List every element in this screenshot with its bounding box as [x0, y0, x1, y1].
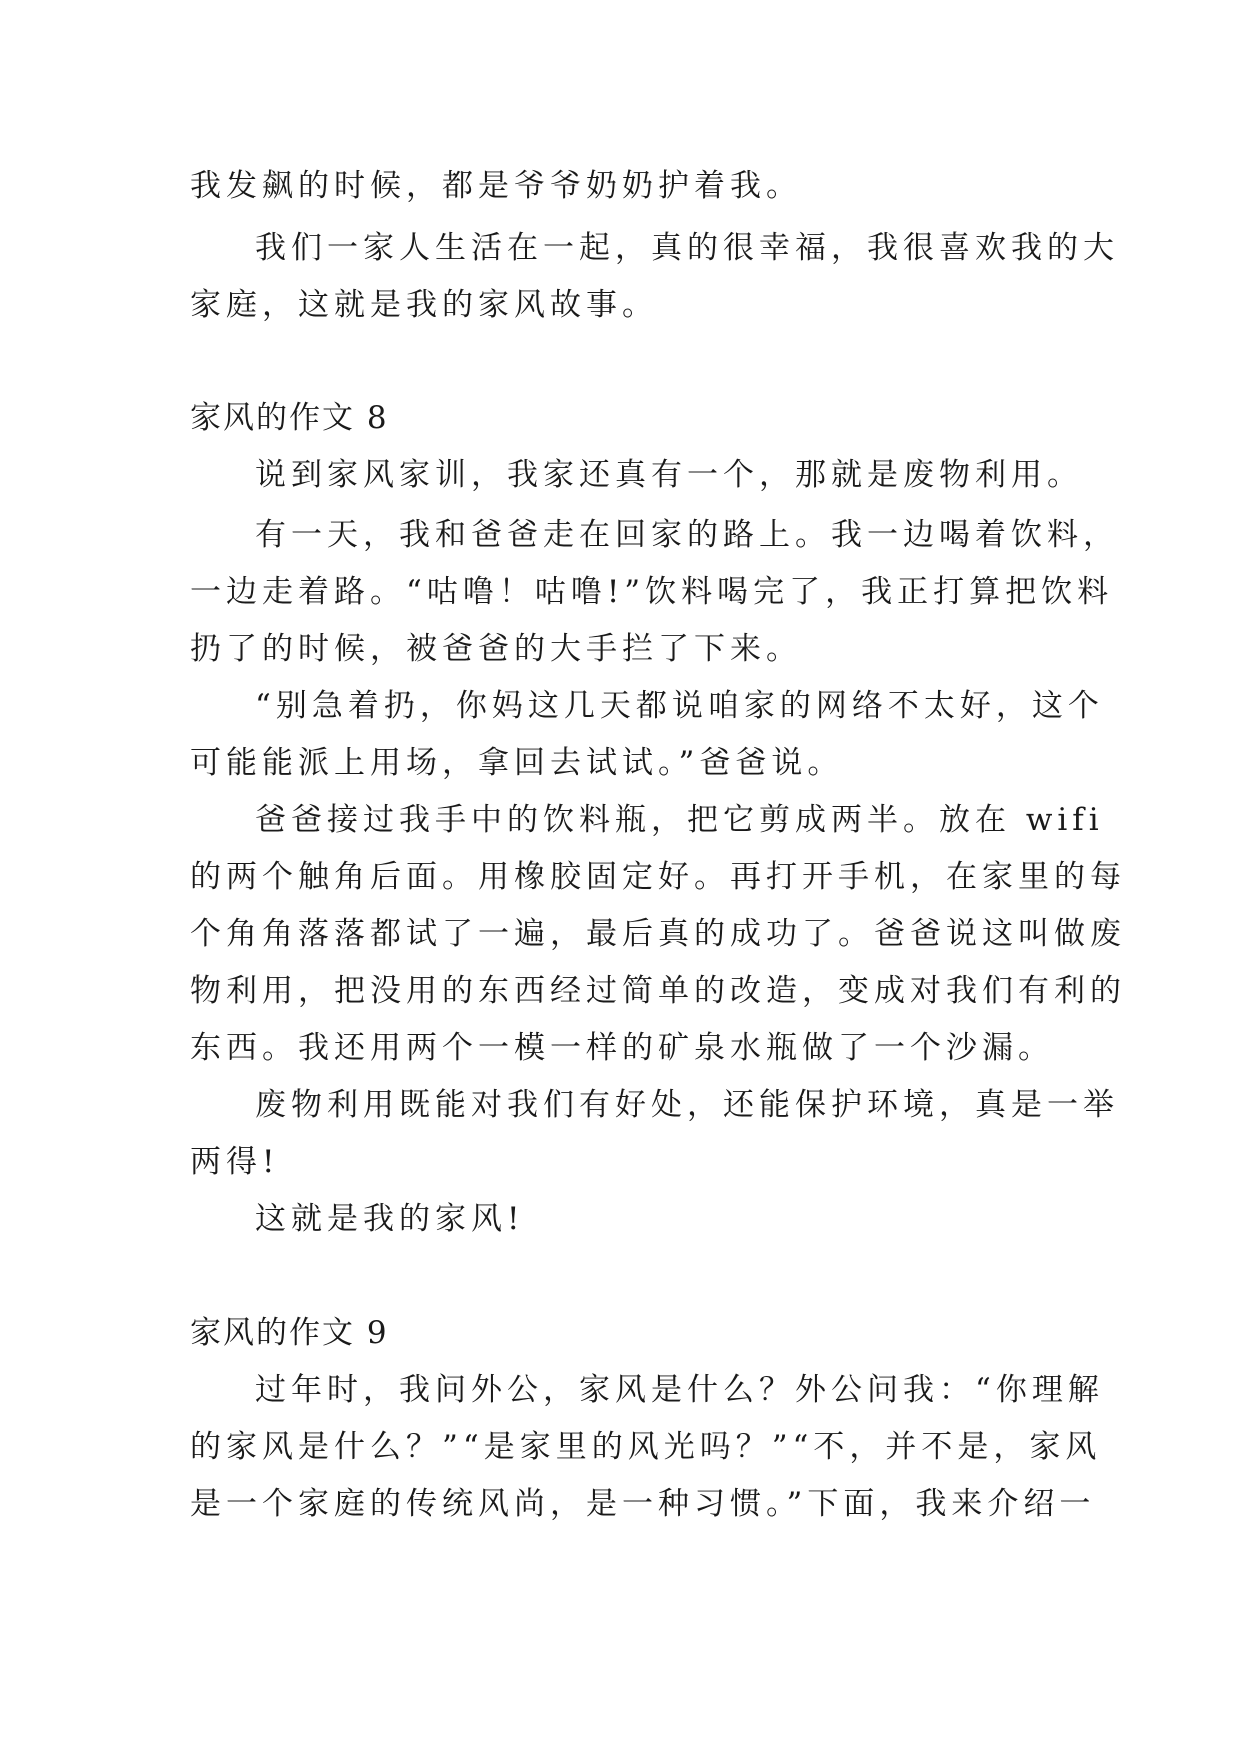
text-line: 东西。我还用两个一模一样的矿泉水瓶做了一个沙漏。: [190, 1030, 1054, 1066]
text-line: 个角角落落都试了一遍，最后真的成功了。爸爸说这叫做废: [190, 916, 1126, 952]
paragraph-start: 我们一家人生活在一起，真的很幸福，我很喜欢我的大: [255, 230, 1119, 266]
text-line: 的家风是什么？”“是家里的风光吗？”“不，并不是，家风: [190, 1429, 1102, 1465]
text-line: 家庭，这就是我的家风故事。: [190, 287, 658, 323]
paragraph-start: 过年时，我问外公，家风是什么？外公问我：“你理解: [255, 1372, 1104, 1408]
text-line: 扔了的时候，被爸爸的大手拦了下来。: [190, 631, 802, 667]
text-line: 一边走着路。“咕噜！咕噜!”饮料喝完了，我正打算把饮料: [190, 574, 1114, 610]
paragraph-start: “别急着扔，你妈这几天都说咱家的网络不太好，这个: [255, 688, 1104, 724]
paragraph-start: 爸爸接过我手中的饮料瓶，把它剪成两半。放在 wifi: [255, 802, 1104, 838]
text-line: 的两个触角后面。用橡胶固定好。再打开手机，在家里的每: [190, 859, 1126, 895]
text-line: 物利用，把没用的东西经过简单的改造，变成对我们有利的: [190, 973, 1126, 1009]
paragraph-start: 废物利用既能对我们有好处，还能保护环境，真是一举: [255, 1087, 1119, 1123]
paragraph-start: 说到家风家训，我家还真有一个，那就是废物利用。: [255, 457, 1083, 493]
text-line: 我发飙的时候，都是爷爷奶奶护着我。: [190, 168, 802, 204]
section-heading-8: 家风的作文 8: [190, 400, 389, 436]
text-line: 可能能派上用场，拿回去试试。”爸爸说。: [190, 745, 844, 781]
paragraph-start: 这就是我的家风!: [255, 1201, 525, 1237]
section-heading-9: 家风的作文 9: [190, 1315, 389, 1351]
paragraph-start: 有一天，我和爸爸走在回家的路上。我一边喝着饮料，: [255, 517, 1119, 553]
text-line: 是一个家庭的传统风尚，是一种习惯。”下面，我来介绍一: [190, 1486, 1096, 1522]
text-line: 两得!: [190, 1144, 280, 1180]
